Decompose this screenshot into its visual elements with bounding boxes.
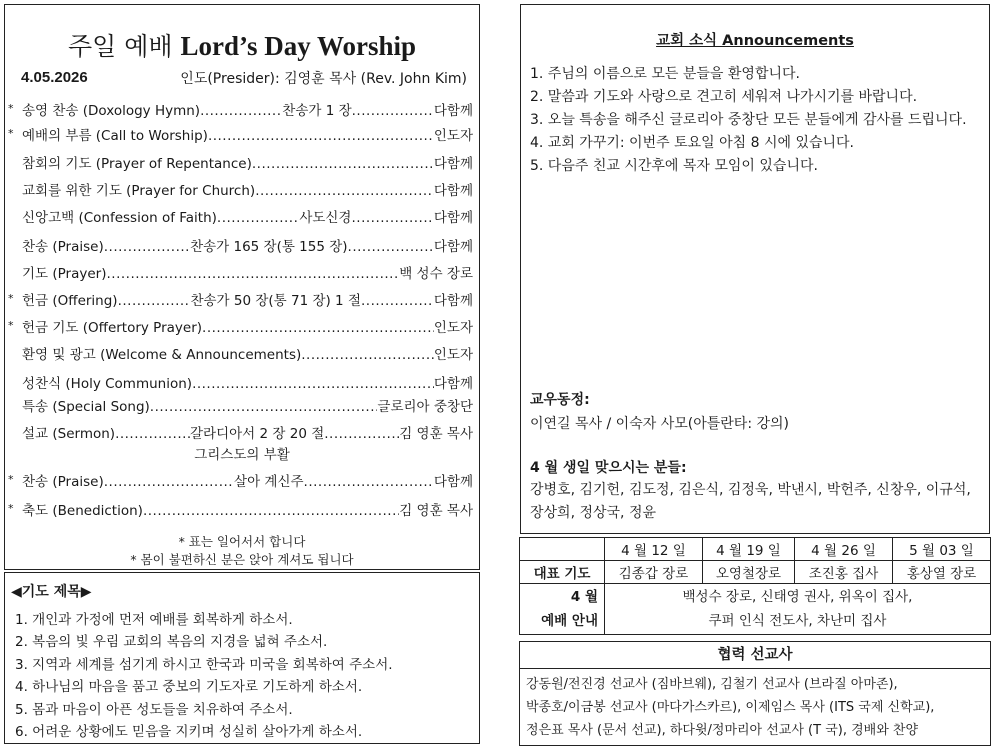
announcement-item: 2. 말씀과 기도와 사랑으로 견고히 세워져 나가시기를 바랍니다. [530,89,918,105]
prayer-item: 1. 개인과 가정에 먼저 예배를 회복하게 하소서. [15,612,293,628]
standing-note: * 표는 일어서서 합니다 [178,534,306,549]
worship-order-item [5,179,479,201]
dot-leader [348,239,434,255]
worship-order-line [22,499,473,519]
announcements-title: 교회 소식 Announcements [656,33,854,49]
prayer-item: 4. 하나님의 마음을 품고 중보의 기도자로 기도하게 하소서. [15,679,363,696]
order-item-name: 기도 (Prayer) [22,266,107,282]
dot-leader [118,293,191,309]
dot-leader [192,376,434,392]
announcement-item: 5. 다음주 친교 시간후에 목자 모임이 있습니다. [530,158,818,174]
worship-title-english: Lord’s Day Worship [180,31,417,61]
prayer-leader-label: 대표 기도 [520,561,605,584]
schedule-guide-row [520,584,991,635]
worship-order-line [22,99,473,119]
order-item-leader: 다함께 [433,156,473,172]
order-item-name: 성찬식 (Holy Communion) [22,376,193,392]
order-item-name: 송영 찬송 (Doxology Hymn) [22,103,201,119]
order-item-leader: 김 영훈 목사 [399,503,473,519]
worship-order-line [22,343,473,363]
worship-order-line [22,152,473,172]
birthdays-title: 4 월 생일 맞으시는 분들: [530,460,687,476]
worship-order-line [22,316,473,336]
worship-order-line [22,206,473,226]
missionaries-panel [519,668,991,746]
standing-marker: * [8,319,14,332]
order-item-detail: 찬송가 50 장(통 71 장) 1 절 [190,293,361,309]
birthdays-text: 강병호, 김기헌, 김도정, 김은식, 김정욱, 박낸시, 박헌주, 신창우, 이규석, 장상희, 정상국, 정윤 [530,482,971,521]
schedule-date: 4 월 12 일 [605,538,703,561]
order-item-name: 헌금 (Offering) [22,293,118,309]
dot-leader [143,503,399,519]
worship-guides [605,584,991,635]
worship-title [5,27,479,63]
order-item-detail: 찬송가 1 장 [282,103,352,119]
standing-marker: * [8,502,14,515]
announcement-item: 3. 오늘 특송을 해주신 글로리아 중창단 모든 분들에게 감사를 드립니다. [530,112,967,128]
dot-leader [252,156,434,172]
order-item-leader: 김 영훈 목사 [399,426,473,442]
worship-order-item [5,235,479,257]
schedule-header-row [520,538,991,561]
worship-presider: 인도(Presider): 김영훈 목사 (Rev. John Kim) [180,71,467,87]
prayer-leader: 조진홍 집사 [795,561,893,584]
dot-leader [324,426,399,442]
dot-leader [104,474,234,490]
dot-leader [361,293,434,309]
worship-title-korean: 주일 예배 [67,32,173,61]
order-item-name: 축도 (Benediction) [22,503,143,519]
order-item-leader: 다함께 [433,376,473,392]
sermon-title-text: 그리스도의 부활 [194,447,290,463]
missionaries-list [526,673,934,742]
member-news-text: 이연길 목사 / 이숙자 사모(아틀란타: 강의) [530,416,789,432]
member-news-title: 교우동정: [530,392,590,408]
prayer-topics-list [15,609,393,743]
worship-order-line [22,470,473,490]
dot-leader [202,320,434,336]
dot-leader [351,210,433,226]
order-item-detail: 살아 계신주 [234,474,304,490]
prayer-leader: 홍상열 장로 [893,561,991,584]
order-item-detail: 찬송가 165 장(통 155 장) [190,239,348,255]
order-item-name: 찬송 (Praise) [22,239,104,255]
worship-order-item [5,395,479,417]
announcements-list [530,63,978,178]
prayer-leader: 오영철장로 [702,561,794,584]
order-item-name: 신앙고백 (Confession of Faith) [22,210,217,226]
worship-order-panel [4,4,480,570]
dot-leader [106,266,399,282]
worship-order-item [5,289,479,311]
order-item-leader: 다함께 [433,103,473,119]
prayer-item: 2. 복음의 빛 우림 교회의 복음의 지경을 넓혀 주소서. [15,634,328,651]
worship-order-item [5,470,479,492]
worship-guide-label [520,584,605,635]
prayer-topics-panel [4,572,480,744]
worship-order-line [22,124,473,144]
worship-order-item [5,99,479,121]
order-item-name: 예배의 부름 (Call to Worship) [22,128,208,144]
order-item-leader: 인도자 [433,347,473,363]
order-item-leader: 인도자 [433,128,473,144]
schedule-prayer-row [520,561,991,584]
prayer-item: 5. 몸과 마음이 아픈 성도들을 치유하여 주소서. [15,701,293,718]
order-item-name: 참회의 기도 (Prayer of Repentance) [22,156,252,172]
worship-order-line [22,179,473,199]
order-item-name: 찬송 (Praise) [22,474,104,490]
dot-leader [304,474,434,490]
schedule-table [519,537,991,635]
worship-order-item [5,152,479,174]
schedule-date: 4 월 26 일 [795,538,893,561]
worship-notes [5,533,479,569]
schedule-date: 4 월 19 일 [702,538,794,561]
order-item-leader: 백 성수 장로 [399,266,473,282]
order-item-name: 설교 (Sermon) [22,426,116,442]
seated-note: * 몸이 불편하신 분은 앉아 계셔도 됩니다 [130,552,354,567]
prayer-leader: 김종갑 장로 [605,561,703,584]
standing-marker: * [8,127,14,140]
order-item-leader: 다함께 [433,293,473,309]
missionaries-line: 강동원/전진경 선교사 (짐바브웨), 김철기 선교사 (브라질 아마존), [526,677,898,692]
order-item-detail: 갈라디아서 2 장 20 절 [190,426,325,442]
dot-leader [115,426,190,442]
standing-marker: * [8,292,14,305]
dot-leader [217,210,299,226]
order-item-leader: 다함께 [433,183,473,199]
worship-guides-line: 백성수 장로, 신태영 권사, 위옥이 집사, [682,589,913,605]
missionaries-line: 박종호/이금봉 선교사 (마다가스카르), 이제임스 목사 (ITS 국제 신학교), [526,700,935,715]
standing-marker: * [8,102,14,115]
standing-marker: * [8,473,14,486]
order-item-name: 환영 및 광고 (Welcome & Announcements) [22,347,302,363]
missionaries-line: 정은표 목사 (문서 선교), 하다윗/정마리아 선교사 (T 국), 경배와 찬양 [526,723,919,738]
announcement-item: 4. 교회 가꾸기: 이번주 토요일 아침 8 시에 있습니다. [530,135,854,151]
announcement-item: 1. 주님의 이름으로 모든 분들을 환영합니다. [530,66,800,82]
dot-leader [104,239,190,255]
order-item-leader: 글로리아 중창단 [377,399,473,415]
worship-order-item [5,343,479,365]
schedule-date: 5 월 03 일 [893,538,991,561]
worship-order-item [5,316,479,338]
dot-leader [352,103,434,119]
order-item-name: 헌금 기도 (Offertory Prayer) [22,320,203,336]
dot-leader [208,128,434,144]
order-item-leader: 다함께 [433,239,473,255]
dot-leader [255,183,434,199]
schedule-corner-cell [520,538,605,561]
dot-leader [301,347,434,363]
order-item-name: 특송 (Special Song) [22,399,150,415]
dot-leader [200,103,282,119]
worship-order-line [22,262,473,282]
announcements-panel [520,4,990,534]
worship-order-item [5,124,479,146]
sermon-title [5,443,479,465]
missionaries-title: 협력 선교사 [519,641,991,669]
worship-order-item [5,372,479,394]
worship-order-line [22,289,473,309]
prayer-topics-title: ◀기도 제목▶ [11,584,92,600]
worship-date: 4.05.2026 [21,69,88,86]
order-item-leader: 인도자 [433,320,473,336]
worship-guide-label-month: 4 월 [570,589,598,605]
order-item-name: 교회를 위한 기도 (Prayer for Church) [22,183,256,199]
prayer-item: 6. 어려운 상황에도 믿음을 지키며 성실히 살아가게 하소서. [15,724,363,741]
worship-order-line [22,372,473,392]
worship-order-line [22,395,473,415]
worship-order-item [5,422,479,444]
order-item-leader: 다함께 [433,474,473,490]
worship-guides-line: 쿠퍼 인식 전도사, 차난미 집사 [708,613,887,629]
dot-leader [150,399,378,415]
worship-guide-label-text: 예배 안내 [541,613,598,629]
worship-order-line [22,235,473,255]
prayer-item: 3. 지역과 세계를 섬기게 하시고 한국과 미국을 회복하여 주소서. [15,656,393,673]
order-item-detail: 사도신경 [299,210,352,226]
worship-order-line [22,422,473,442]
worship-order-item [5,262,479,284]
order-item-leader: 다함께 [433,210,473,226]
worship-order-item [5,499,479,521]
worship-order-item [5,206,479,228]
